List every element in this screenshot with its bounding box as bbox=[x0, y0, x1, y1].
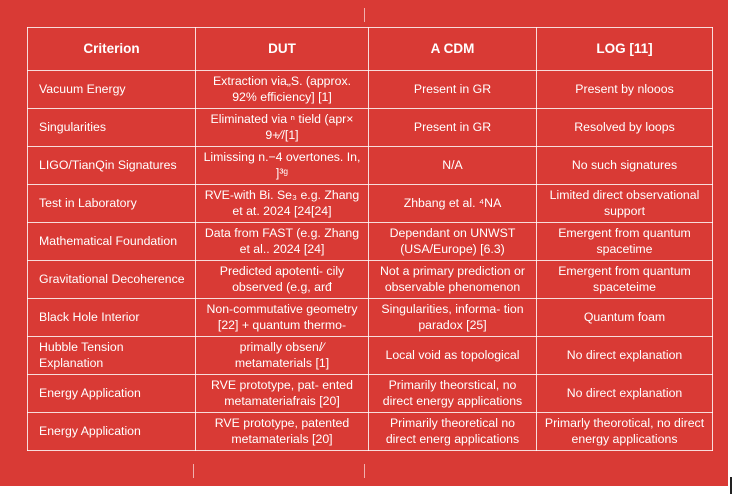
log-cell: Emergent from quantum spaceteime bbox=[537, 261, 713, 299]
table-row bbox=[28, 185, 713, 223]
acdm-cell: Dependant on UNWST (USA/Europe) [6.3) bbox=[369, 223, 537, 261]
header-criterion: Criterion bbox=[28, 28, 196, 71]
table-row bbox=[28, 223, 713, 261]
bottom-center-tick bbox=[364, 464, 365, 478]
criterion-cell: Gravitational Decoherence bbox=[28, 261, 196, 299]
dut-cell: Extraction via„S. (approx. 92% efficiency] [1] bbox=[196, 71, 369, 109]
acdm-cell: Not a primary prediction or observable phenomenon bbox=[369, 261, 537, 299]
dut-cell: RVE-with Bi. Se₃ e.g. Zhang et at. 2024 [24[24] bbox=[196, 185, 369, 223]
log-cell: Emergent from quantum spacetime bbox=[537, 223, 713, 261]
table-row bbox=[28, 147, 713, 185]
table-row bbox=[28, 337, 713, 375]
bottom-left-tick bbox=[193, 464, 194, 478]
log-cell: Resolved by loops bbox=[537, 109, 713, 147]
header-log: LOG [11] bbox=[537, 28, 713, 71]
acdm-cell: Present in GR bbox=[369, 71, 537, 109]
acdm-cell: Primarily theorstical, no direct energy applications bbox=[369, 375, 537, 413]
cursor-bar bbox=[730, 477, 732, 494]
table-row bbox=[28, 299, 713, 337]
dut-cell: Predicted apotenti- cily observed (e.g, arđ bbox=[196, 261, 369, 299]
dut-cell: Limissing n.−4 overtones. In, ]³ᵍ bbox=[196, 147, 369, 185]
dut-cell: Data from FAST (e.g. Zhang et al.. 2024 [24] bbox=[196, 223, 369, 261]
criterion-cell: LIGO/TianQin Signatures bbox=[28, 147, 196, 185]
acdm-cell: Present in GR bbox=[369, 109, 537, 147]
top-center-tick bbox=[364, 8, 365, 22]
header-dut: DUT bbox=[196, 28, 369, 71]
log-cell: No direct explanation bbox=[537, 375, 713, 413]
table-row bbox=[28, 71, 713, 109]
comparison-table-container bbox=[27, 27, 712, 451]
criterion-cell: Test in Laboratory bbox=[28, 185, 196, 223]
comparison-table bbox=[27, 27, 713, 451]
table-row bbox=[28, 109, 713, 147]
dut-cell: Non-commutative geometry [22] + quantum thermo- bbox=[196, 299, 369, 337]
header-acdm: A CDM bbox=[369, 28, 537, 71]
acdm-cell: Zhbang et al. ⁴NA bbox=[369, 185, 537, 223]
acdm-cell: N/A bbox=[369, 147, 537, 185]
dut-cell: Eliminated via ⁿ tield (apr× 9+⁄/[1] bbox=[196, 109, 369, 147]
header-row bbox=[28, 28, 713, 71]
criterion-cell: Mathematical Foundation bbox=[28, 223, 196, 261]
log-cell: No direct explanation bbox=[537, 337, 713, 375]
acdm-cell: Primarily theoretical no direct energ applications bbox=[369, 413, 537, 451]
log-cell: Primarly theorotical, no direct energy applications bbox=[537, 413, 713, 451]
log-cell: Limited direct observational support bbox=[537, 185, 713, 223]
log-cell: No such signatures bbox=[537, 147, 713, 185]
dut-cell: primally obsen/⁄ metamaterials [1] bbox=[196, 337, 369, 375]
dut-cell: RVE prototype, pat- ented metamateriafrais [20] bbox=[196, 375, 369, 413]
table-row bbox=[28, 261, 713, 299]
dut-cell: RVE prototype, patented metamaterials [20] bbox=[196, 413, 369, 451]
criterion-cell: Energy Application bbox=[28, 375, 196, 413]
criterion-cell: Black Hole Interior bbox=[28, 299, 196, 337]
acdm-cell: Local void as topological bbox=[369, 337, 537, 375]
criterion-cell: Singularities bbox=[28, 109, 196, 147]
acdm-cell: Singularities, informa- tion paradox [25] bbox=[369, 299, 537, 337]
log-cell: Present by nlooos bbox=[537, 71, 713, 109]
table-row bbox=[28, 413, 713, 451]
criterion-cell: Vacuum Energy bbox=[28, 71, 196, 109]
table-row bbox=[28, 375, 713, 413]
criterion-cell: Hubble Tension Explanation bbox=[28, 337, 196, 375]
criterion-cell: Energy Application bbox=[28, 413, 196, 451]
log-cell: Quantum foam bbox=[537, 299, 713, 337]
